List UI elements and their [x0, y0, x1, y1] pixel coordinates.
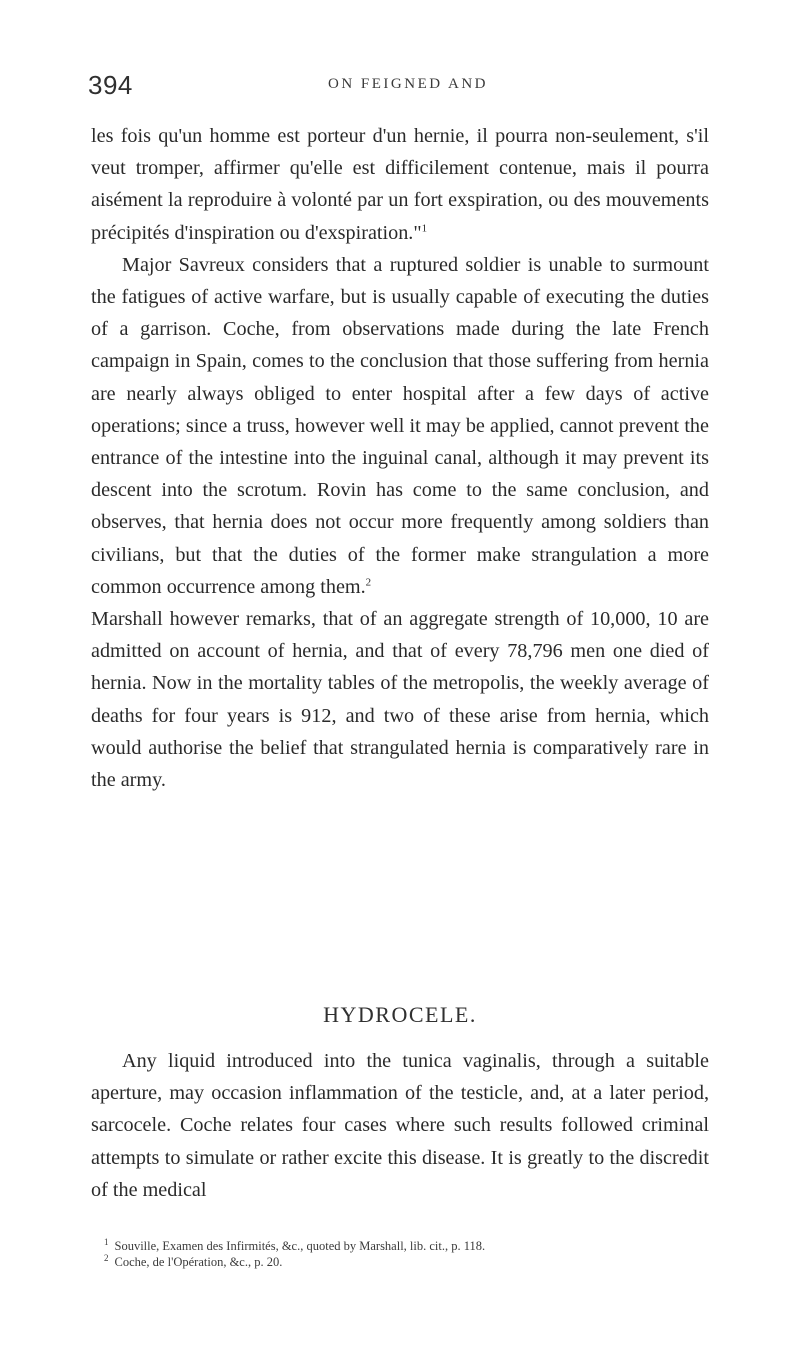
- paragraph-continuation: [91, 120, 709, 249]
- paragraph-hydrocele: Any liquid introduced into the tunica vaginalis, through a suitable aperture, may occasion inflammation of the testicle, and, at a later period, sarcocele. Coche relates four cases where such results followed criminal attempts to simulate or rather excite this disease. It is greatly to the discredit of the medical: [91, 1050, 709, 1201]
- paragraph-text: Marshall however remarks, that of an aggregate strength of 10,000, 10 are admitted on account of hernia, and that of every 78,796 men one died of hernia. Now in the mortality tables of the metropolis, the weekly average of deaths for four years is 912, and two of these arise from hernia, which would authorise the belief that strangulated hernia is comparatively rare in the army.: [91, 608, 709, 792]
- footnotes: [104, 1238, 724, 1270]
- footnote-text: Souville, Examen des Infirmités, &c., quoted by Marshall, lib. cit., p. 118.: [114, 1239, 486, 1253]
- paragraph-savreux: [91, 249, 709, 603]
- paragraph-text: les fois qu'un homme est porteur d'un hernie, il pourra non-seulement, s'il veut tromper, affirmer qu'elle est difficilement contenue, mais il pourra aisément la reproduire à volonté par un fort exspiration, ou des mouvements précipités d'inspiration ou d'exspiration.": [91, 125, 709, 244]
- footnote-number: 2: [104, 1252, 109, 1263]
- footnote-2: [104, 1254, 724, 1270]
- main-text: [91, 120, 709, 796]
- page-header: [88, 70, 728, 104]
- page-number: 394: [88, 70, 133, 100]
- footnote-text: Coche, de l'Opération, &c., p. 20.: [114, 1255, 283, 1269]
- footnote-ref: 2: [365, 576, 372, 589]
- paragraph-text: Major Savreux considers that a ruptured soldier is unable to surmount the fatigues of active warfare, but is usually capable of executing the duties of a garrison. Coche, from observations made during the late French campaign in Spain, comes to the conclusion that those suffering from hernia are nearly always obliged to enter hospital after a few days of active operations; since a truss, however well it may be applied, cannot prevent the entrance of the intestine into the inguinal canal, although it may prevent its descent into the scrotum. Rovin has come to the same conclusion, and observes, that hernia does not occur more frequently among soldiers than civilians, but that the duties of the former make strangulation a more common occurrence among them.: [91, 253, 709, 598]
- footnote-ref: 1: [421, 221, 428, 234]
- footnote-number: 1: [104, 1236, 109, 1247]
- footnote-1: [104, 1238, 724, 1254]
- running-head: ON FEIGNED AND: [328, 76, 488, 92]
- section-text: [91, 1045, 709, 1206]
- section-heading: HYDROCELE.: [323, 1002, 477, 1027]
- paragraph-marshall: [91, 603, 709, 796]
